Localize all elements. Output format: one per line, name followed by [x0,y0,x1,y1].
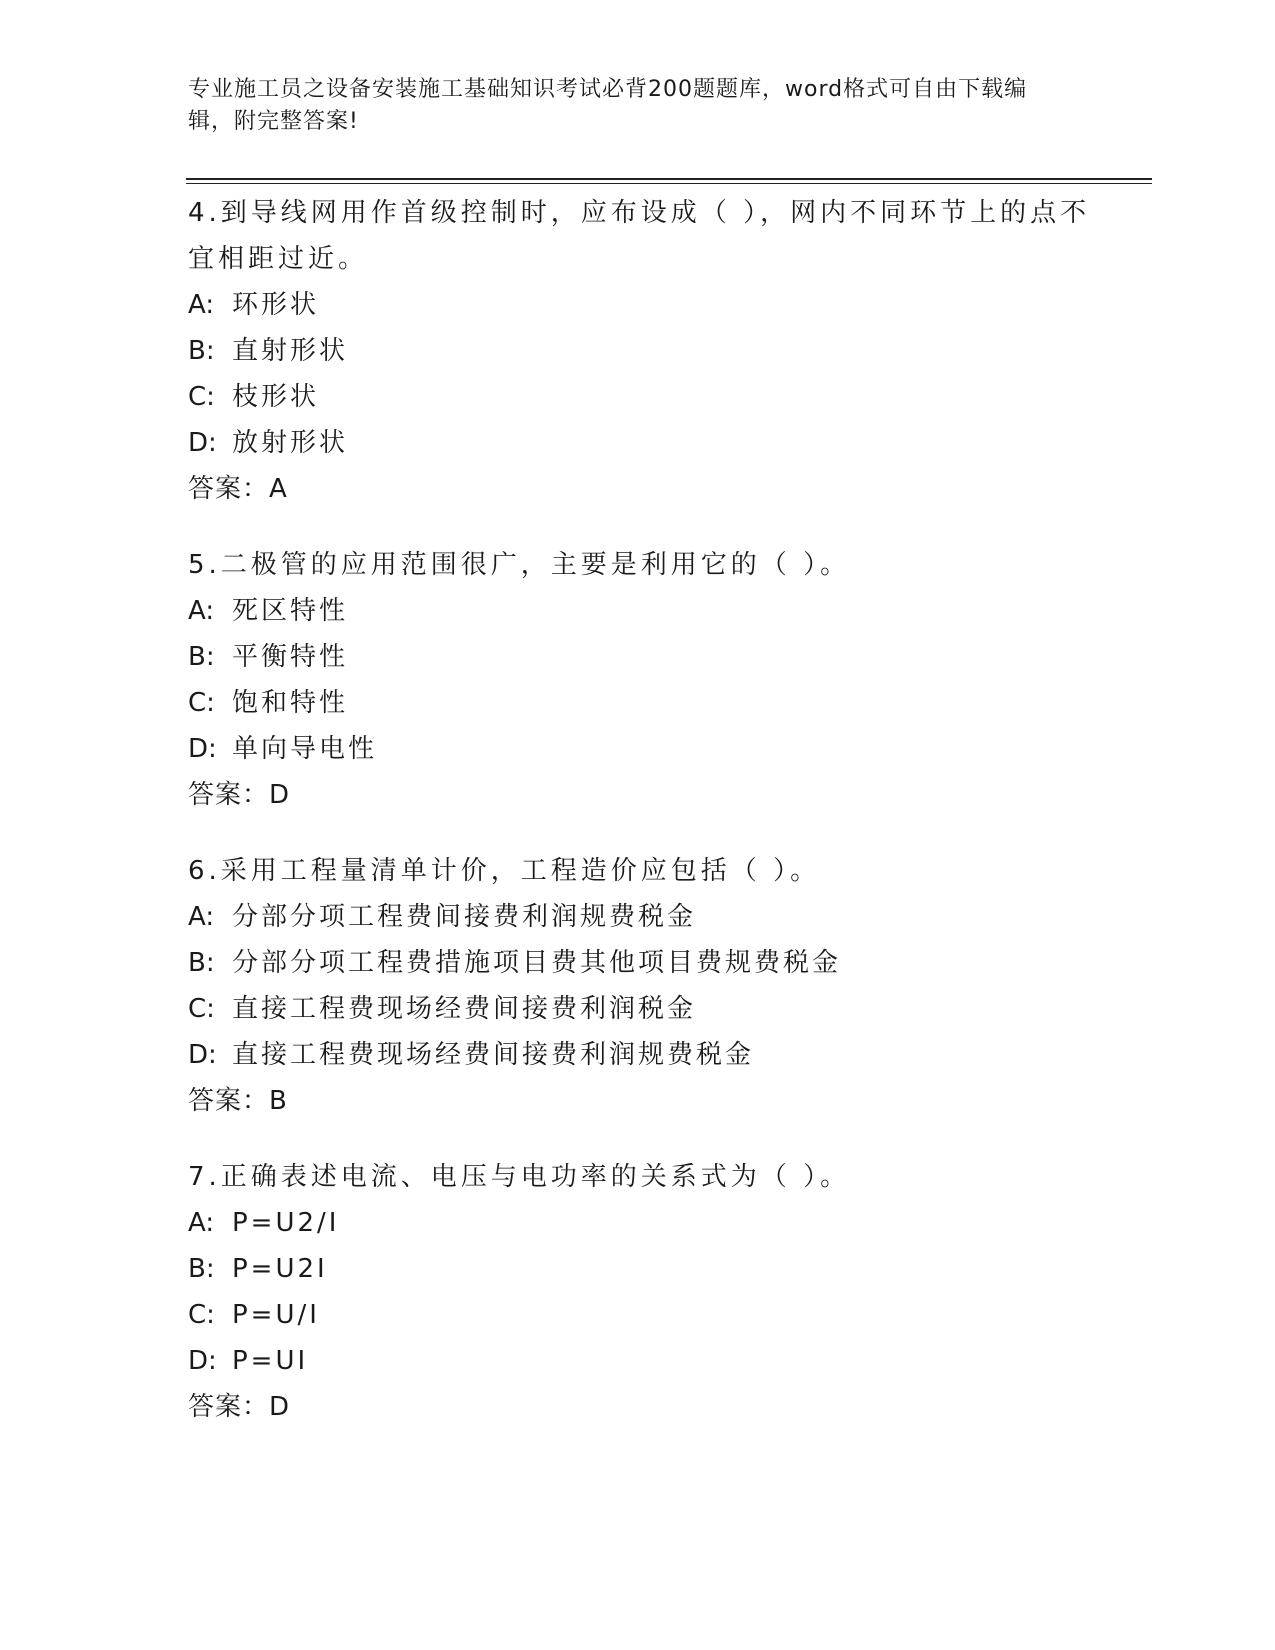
answer-line: 答案：D [188,1392,291,1422]
option-text: 直接工程费现场经费间接费利润税金 [232,994,697,1024]
option-d [188,1338,1128,1384]
option-b [188,940,1128,986]
option-text: 分部分项工程费措施项目费其他项目费规费税金 [232,948,842,978]
option-b [188,328,1128,374]
option-b [188,634,1128,680]
question-6 [188,848,1128,1124]
option-text: 放射形状 [232,428,349,458]
option-text: 饱和特性 [232,688,349,718]
option-key: A: [188,596,215,626]
header-divider-thin [186,183,1152,184]
header-divider-thick [186,178,1152,180]
option-c [188,680,1128,726]
option-key: B: [188,1254,215,1284]
option-key: A: [188,902,215,932]
option-a [188,894,1128,940]
option-text: P=UI [232,1346,309,1376]
question-4 [188,190,1128,512]
question-5 [188,542,1128,818]
option-a [188,588,1128,634]
option-text: P=U/I [232,1300,320,1330]
question-stem: 5.二极管的应用范围很广，主要是利用它的（ ）。 [188,550,851,580]
option-text: P=U2I [232,1254,328,1284]
document-title: 专业施工员之设备安装施工基础知识考试必背200题题库，word格式可自由下载编辑，附完整答案! [188,77,1028,134]
option-text: 直射形状 [232,336,349,366]
option-text: 分部分项工程费间接费利润规费税金 [232,902,697,932]
option-text: P=U2/I [232,1208,340,1238]
answer-line: 答案：A [188,474,288,504]
option-key: B: [188,948,215,978]
option-c [188,986,1128,1032]
option-d [188,1032,1128,1078]
option-key: D: [188,1346,217,1376]
option-text: 环形状 [232,290,320,320]
option-text: 平衡特性 [232,642,349,672]
option-b [188,1246,1128,1292]
option-key: B: [188,642,215,672]
option-d [188,726,1128,772]
option-key: C: [188,688,215,718]
option-key: A: [188,1208,215,1238]
option-d [188,420,1128,466]
option-text: 直接工程费现场经费间接费利润规费税金 [232,1040,755,1070]
option-key: D: [188,1040,217,1070]
option-a [188,1200,1128,1246]
question-7 [188,1154,1128,1430]
option-key: D: [188,734,217,764]
option-text: 单向导电性 [232,734,378,764]
option-key: C: [188,382,215,412]
option-text: 枝形状 [232,382,320,412]
option-key: A: [188,290,215,320]
option-key: D: [188,428,217,458]
option-a [188,282,1128,328]
option-c [188,1292,1128,1338]
question-stem: 4.到导线网用作首级控制时，应布设成（ ），网内不同环节上的点不 [188,198,1091,228]
option-text: 死区特性 [232,596,349,626]
answer-line: 答案：D [188,780,291,810]
option-key: B: [188,336,215,366]
question-stem-continued: 宜相距过近。 [188,244,369,274]
question-stem: 6.采用工程量清单计价，工程造价应包括（ ）。 [188,856,821,886]
answer-line: 答案：B [188,1086,288,1116]
option-c [188,374,1128,420]
question-stem: 7.正确表述电流、电压与电功率的关系式为（ ）。 [188,1162,851,1192]
option-key: C: [188,994,215,1024]
question-list [188,190,1128,1460]
option-key: C: [188,1300,215,1330]
